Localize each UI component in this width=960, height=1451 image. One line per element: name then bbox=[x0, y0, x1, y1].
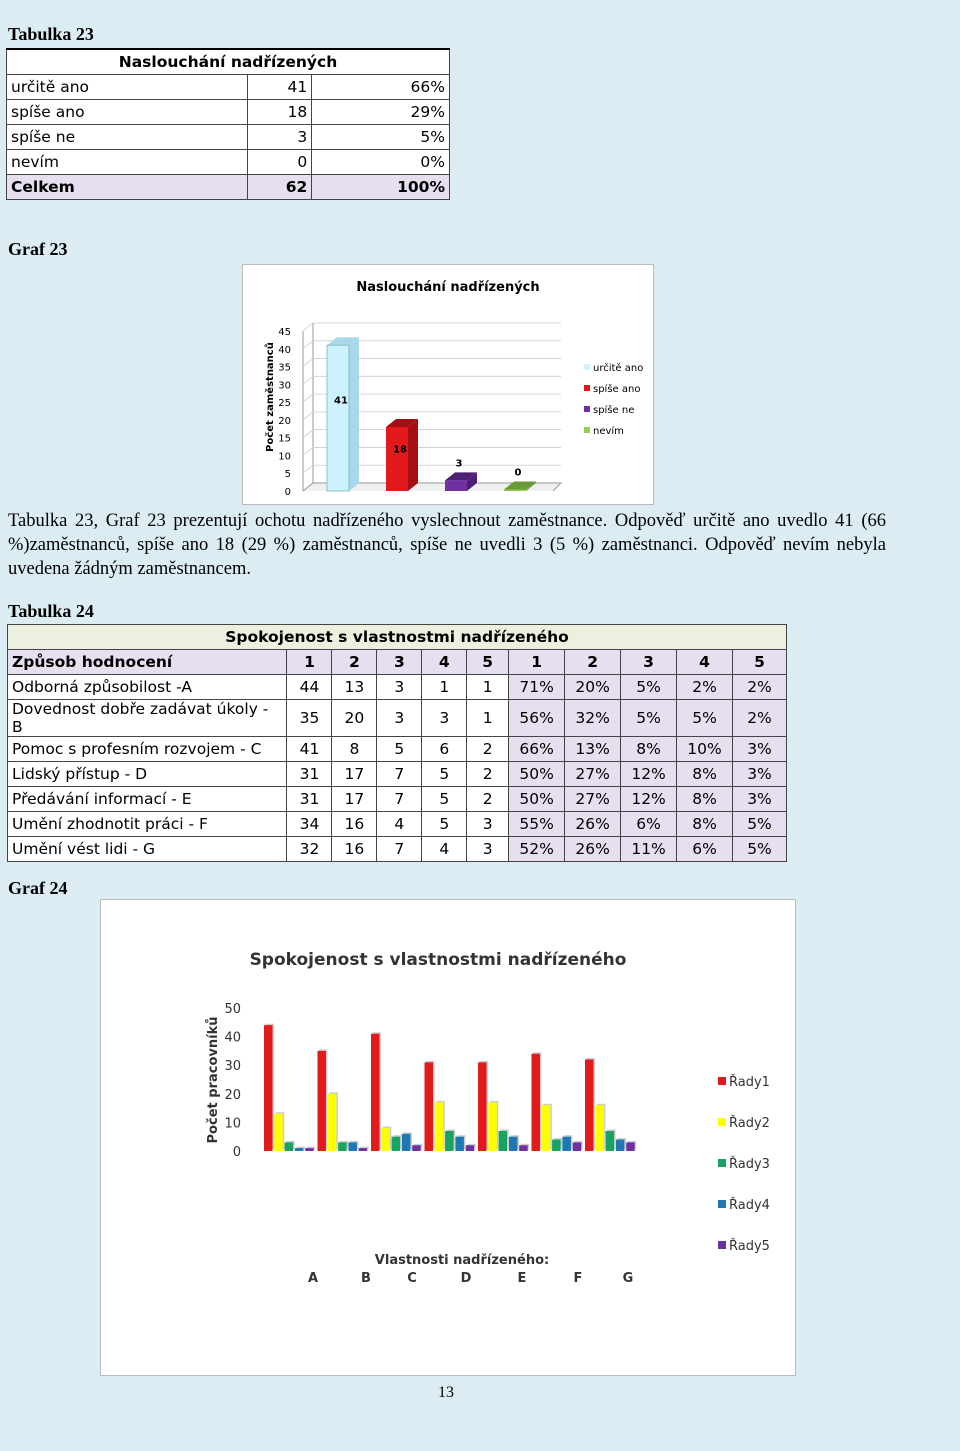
row-label: Umění vést lidi - G bbox=[8, 837, 287, 862]
table-row bbox=[8, 762, 787, 787]
table23 bbox=[6, 48, 450, 200]
chart24-ylabel: Počet pracovníků bbox=[206, 1016, 221, 1144]
bar-E-Řady5 bbox=[519, 1144, 529, 1151]
cell-value: 5% bbox=[732, 837, 786, 862]
column-header: 5 bbox=[467, 650, 509, 675]
table-row bbox=[8, 700, 787, 737]
bar-D-Řady2 bbox=[435, 1101, 445, 1151]
y-tick-label: 25 bbox=[278, 398, 291, 410]
bar-C-Řady4 bbox=[402, 1132, 412, 1151]
cell-value: 20 bbox=[332, 700, 377, 737]
cell-value: 1 bbox=[467, 700, 509, 737]
cell-value: 3 bbox=[467, 812, 509, 837]
column-header: 3 bbox=[377, 650, 422, 675]
bar-B-Řady3 bbox=[338, 1141, 348, 1151]
table23-caption: Tabulka 23 bbox=[8, 24, 94, 44]
cell-value: 8% bbox=[677, 812, 733, 837]
cell-value: 16 bbox=[332, 837, 377, 862]
chart23-ylabel: Počet zaměstnanců bbox=[265, 342, 276, 452]
cell-value: 5% bbox=[621, 675, 677, 700]
cell-value: 3 bbox=[467, 837, 509, 862]
data-label: 0 bbox=[514, 467, 522, 479]
bar-C-Řady2 bbox=[381, 1127, 391, 1151]
data-label: 3 bbox=[455, 458, 463, 470]
bar-G-Řady4 bbox=[616, 1138, 626, 1151]
page-number: 13 bbox=[438, 1384, 454, 1401]
cell-value: 7 bbox=[377, 787, 422, 812]
cell-value: 8 bbox=[332, 737, 377, 762]
cell-value: 11% bbox=[621, 837, 677, 862]
cell-value: 8% bbox=[621, 737, 677, 762]
cell-value: 44 bbox=[287, 675, 332, 700]
bar-spíše-ne bbox=[445, 480, 467, 491]
legend-swatch bbox=[584, 385, 590, 391]
chart23 bbox=[243, 265, 653, 504]
cell-value: 66% bbox=[509, 737, 565, 762]
x-tick-label: D bbox=[460, 1271, 472, 1286]
cell-value: 3 bbox=[422, 700, 467, 737]
cell-value: 5% bbox=[732, 812, 786, 837]
table24 bbox=[7, 624, 787, 862]
bar-A-Řady5 bbox=[305, 1147, 315, 1151]
legend-swatch bbox=[718, 1241, 726, 1249]
data-label: 41 bbox=[334, 395, 348, 407]
cell-value: 5 bbox=[422, 812, 467, 837]
bar-A-Řady3 bbox=[285, 1141, 295, 1151]
table-row bbox=[8, 675, 787, 700]
bar-B-Řady5 bbox=[359, 1147, 369, 1151]
bar-G-Řady5 bbox=[626, 1141, 636, 1151]
table-row bbox=[8, 812, 787, 837]
bar-E-Řady3 bbox=[499, 1129, 509, 1151]
column-header: 4 bbox=[677, 650, 733, 675]
cell-value: 5 bbox=[422, 762, 467, 787]
cell-value: 2 bbox=[467, 737, 509, 762]
cell-value: 2% bbox=[677, 675, 733, 700]
cell-value: 27% bbox=[565, 762, 621, 787]
cell-value: 5 bbox=[377, 737, 422, 762]
chart23-frame bbox=[242, 264, 654, 505]
row-label: spíše ne bbox=[7, 125, 248, 150]
cell-value: 26% bbox=[565, 812, 621, 837]
chart23-title: Naslouchání nadřízených bbox=[356, 280, 540, 295]
y-tick-label: 20 bbox=[224, 1087, 241, 1103]
cell-value: 31 bbox=[287, 762, 332, 787]
description-paragraph: Tabulka 23, Graf 23 prezentují ochotu nadřízeného vyslechnout zaměstnance. Odpověď určitě ano uvedlo 41 (66 %)zaměstnanců, spíše ano 18 (29 %) zaměstnanců, spíše ne uvedli 3 (5 %) zaměstnanci. Odpověď nevím nebyla uvedena žádným zaměstnancem. bbox=[8, 511, 886, 579]
row-label: určitě ano bbox=[7, 75, 248, 100]
bar-C-Řady5 bbox=[412, 1144, 422, 1151]
bar-D-Řady3 bbox=[445, 1129, 455, 1151]
cell-value: 17 bbox=[332, 762, 377, 787]
cell-value: 31 bbox=[287, 787, 332, 812]
table24-header-row bbox=[8, 650, 787, 675]
y-tick-label: 0 bbox=[284, 487, 291, 498]
cell-value: 2 bbox=[467, 762, 509, 787]
bar-D-Řady4 bbox=[455, 1135, 465, 1151]
column-header: Způsob hodnocení bbox=[8, 650, 287, 675]
x-tick-label: F bbox=[573, 1271, 583, 1286]
x-tick-label: B bbox=[361, 1271, 371, 1286]
total-label: Celkem bbox=[7, 175, 248, 200]
column-header: 1 bbox=[287, 650, 332, 675]
cell-value: 4 bbox=[422, 837, 467, 862]
bar-B-Řady2 bbox=[328, 1092, 338, 1151]
bar-F-Řady2 bbox=[542, 1104, 552, 1151]
bar-D-Řady1 bbox=[425, 1061, 435, 1151]
column-header: 2 bbox=[332, 650, 377, 675]
bar-E-Řady1 bbox=[478, 1061, 488, 1151]
cell-value: 17 bbox=[332, 787, 377, 812]
y-tick-label: 15 bbox=[278, 433, 291, 445]
row-label: Lidský přístup - D bbox=[8, 762, 287, 787]
cell-value: 2% bbox=[732, 700, 786, 737]
legend-item: určitě ano bbox=[593, 363, 644, 374]
cell-value: 20% bbox=[565, 675, 621, 700]
x-tick-label: A bbox=[307, 1271, 319, 1286]
row-pct: 5% bbox=[312, 125, 450, 150]
bar-nevím bbox=[504, 490, 526, 492]
x-tick-label: C bbox=[407, 1271, 417, 1286]
data-label: 18 bbox=[393, 444, 407, 456]
legend-item: Řady3 bbox=[729, 1157, 770, 1172]
x-tick-label: G bbox=[622, 1271, 634, 1286]
cell-value: 12% bbox=[621, 762, 677, 787]
column-header: 3 bbox=[621, 650, 677, 675]
legend-swatch bbox=[584, 364, 590, 370]
table-row bbox=[7, 75, 450, 100]
table-total-row bbox=[7, 175, 450, 200]
axis-wall bbox=[303, 323, 313, 491]
row-label: Umění zhodnotit práci - F bbox=[8, 812, 287, 837]
cell-value: 3 bbox=[377, 700, 422, 737]
column-header: 2 bbox=[565, 650, 621, 675]
table-row bbox=[7, 100, 450, 125]
table-row bbox=[8, 787, 787, 812]
cell-value: 32% bbox=[565, 700, 621, 737]
y-tick-label: 30 bbox=[278, 380, 291, 392]
graph24-caption: Graf 24 bbox=[8, 878, 68, 898]
cell-value: 71% bbox=[509, 675, 565, 700]
column-header: 4 bbox=[422, 650, 467, 675]
cell-value: 56% bbox=[509, 700, 565, 737]
bar-D-Řady5 bbox=[466, 1144, 476, 1151]
legend-swatch bbox=[718, 1077, 726, 1085]
x-tick-label: E bbox=[517, 1271, 527, 1286]
cell-value: 50% bbox=[509, 787, 565, 812]
bar-G-Řady2 bbox=[595, 1104, 605, 1151]
row-label: Pomoc s profesním rozvojem - C bbox=[8, 737, 287, 762]
table-row bbox=[7, 150, 450, 175]
cell-value: 3% bbox=[732, 787, 786, 812]
gridline bbox=[303, 323, 561, 331]
y-tick-label: 50 bbox=[224, 1002, 241, 1017]
cell-value: 50% bbox=[509, 762, 565, 787]
legend-item: Řady5 bbox=[729, 1239, 770, 1254]
y-tick-label: 10 bbox=[278, 451, 291, 463]
legend-item: Řady2 bbox=[729, 1116, 770, 1131]
cell-value: 5% bbox=[677, 700, 733, 737]
bar-C-Řady3 bbox=[392, 1135, 402, 1151]
cell-value: 55% bbox=[509, 812, 565, 837]
bar-A-Řady4 bbox=[295, 1147, 305, 1151]
table-row bbox=[7, 125, 450, 150]
chart24-frame bbox=[100, 899, 796, 1376]
cell-value: 32 bbox=[287, 837, 332, 862]
bar-B-Řady1 bbox=[318, 1049, 328, 1151]
legend-swatch bbox=[718, 1118, 726, 1126]
table24-caption: Tabulka 24 bbox=[8, 601, 94, 621]
bar-B-Řady4 bbox=[348, 1141, 358, 1151]
cell-value: 3 bbox=[377, 675, 422, 700]
bar-side bbox=[349, 337, 359, 491]
y-tick-label: 0 bbox=[232, 1145, 241, 1160]
bar-F-Řady5 bbox=[573, 1141, 583, 1151]
y-tick-label: 40 bbox=[278, 344, 291, 356]
row-count: 3 bbox=[248, 125, 312, 150]
cell-value: 16 bbox=[332, 812, 377, 837]
row-count: 41 bbox=[248, 75, 312, 100]
legend-item: Řady4 bbox=[729, 1198, 770, 1213]
row-pct: 66% bbox=[312, 75, 450, 100]
cell-value: 41 bbox=[287, 737, 332, 762]
table-row bbox=[8, 837, 787, 862]
legend-swatch bbox=[584, 427, 590, 433]
bar-side bbox=[408, 419, 418, 491]
legend-item: spíše ne bbox=[593, 405, 635, 416]
legend-swatch bbox=[718, 1159, 726, 1167]
table24-title: Spokojenost s vlastnostmi nadřízeného bbox=[8, 625, 787, 650]
cell-value: 6 bbox=[422, 737, 467, 762]
cell-value: 8% bbox=[677, 787, 733, 812]
graph23-caption: Graf 23 bbox=[8, 239, 68, 259]
bar-F-Řady1 bbox=[532, 1052, 542, 1151]
cell-value: 10% bbox=[677, 737, 733, 762]
cell-value: 3% bbox=[732, 762, 786, 787]
row-count: 18 bbox=[248, 100, 312, 125]
legend-swatch bbox=[584, 406, 590, 412]
cell-value: 13% bbox=[565, 737, 621, 762]
row-pct: 0% bbox=[312, 150, 450, 175]
cell-value: 7 bbox=[377, 837, 422, 862]
legend-swatch bbox=[718, 1200, 726, 1208]
y-tick-label: 20 bbox=[278, 415, 291, 427]
y-tick-label: 45 bbox=[278, 327, 291, 338]
cell-value: 13 bbox=[332, 675, 377, 700]
row-label: Předávání informací - E bbox=[8, 787, 287, 812]
cell-value: 6% bbox=[621, 812, 677, 837]
legend-item: nevím bbox=[593, 426, 624, 437]
row-count: 0 bbox=[248, 150, 312, 175]
cell-value: 52% bbox=[509, 837, 565, 862]
cell-value: 27% bbox=[565, 787, 621, 812]
bar-G-Řady3 bbox=[606, 1129, 616, 1151]
cell-value: 12% bbox=[621, 787, 677, 812]
row-label: Dovednost dobře zadávat úkoly - B bbox=[8, 700, 287, 737]
y-tick-label: 40 bbox=[224, 1030, 241, 1046]
bar-spíše-ano bbox=[386, 427, 408, 491]
legend-item: Řady1 bbox=[729, 1075, 770, 1090]
chart24-title: Spokojenost s vlastnostmi nadřízeného bbox=[249, 950, 627, 970]
row-label: nevím bbox=[7, 150, 248, 175]
bar-C-Řady1 bbox=[371, 1032, 381, 1151]
column-header: 1 bbox=[509, 650, 565, 675]
bar-A-Řady2 bbox=[274, 1112, 284, 1151]
bar-F-Řady3 bbox=[552, 1138, 562, 1151]
bar-určitě-ano bbox=[327, 345, 349, 491]
bar-A-Řady1 bbox=[264, 1024, 274, 1151]
y-tick-label: 5 bbox=[284, 469, 291, 481]
total-count: 62 bbox=[248, 175, 312, 200]
cell-value: 4 bbox=[377, 812, 422, 837]
y-tick-label: 30 bbox=[224, 1059, 241, 1075]
bar-E-Řady2 bbox=[488, 1101, 498, 1151]
legend-item: spíše ano bbox=[593, 384, 641, 395]
cell-value: 1 bbox=[467, 675, 509, 700]
cell-value: 7 bbox=[377, 762, 422, 787]
cell-value: 2 bbox=[467, 787, 509, 812]
row-label: spíše ano bbox=[7, 100, 248, 125]
cell-value: 6% bbox=[677, 837, 733, 862]
chart24 bbox=[101, 900, 795, 1375]
y-tick-label: 10 bbox=[224, 1116, 241, 1132]
column-header: 5 bbox=[732, 650, 786, 675]
table-row bbox=[8, 737, 787, 762]
chart24-xlabel: Vlastnosti nadřízeného: bbox=[374, 1253, 550, 1268]
cell-value: 3% bbox=[732, 737, 786, 762]
bar-G-Řady1 bbox=[585, 1058, 595, 1151]
y-tick-label: 35 bbox=[278, 362, 291, 374]
cell-value: 5 bbox=[422, 787, 467, 812]
row-label: Odborná způsobilost -A bbox=[8, 675, 287, 700]
cell-value: 35 bbox=[287, 700, 332, 737]
cell-value: 34 bbox=[287, 812, 332, 837]
bar-F-Řady4 bbox=[562, 1135, 572, 1151]
table23-title: Naslouchání nadřízených bbox=[7, 49, 450, 75]
cell-value: 1 bbox=[422, 675, 467, 700]
cell-value: 26% bbox=[565, 837, 621, 862]
total-pct: 100% bbox=[312, 175, 450, 200]
row-pct: 29% bbox=[312, 100, 450, 125]
cell-value: 2% bbox=[732, 675, 786, 700]
cell-value: 8% bbox=[677, 762, 733, 787]
cell-value: 5% bbox=[621, 700, 677, 737]
bar-E-Řady4 bbox=[509, 1135, 519, 1151]
